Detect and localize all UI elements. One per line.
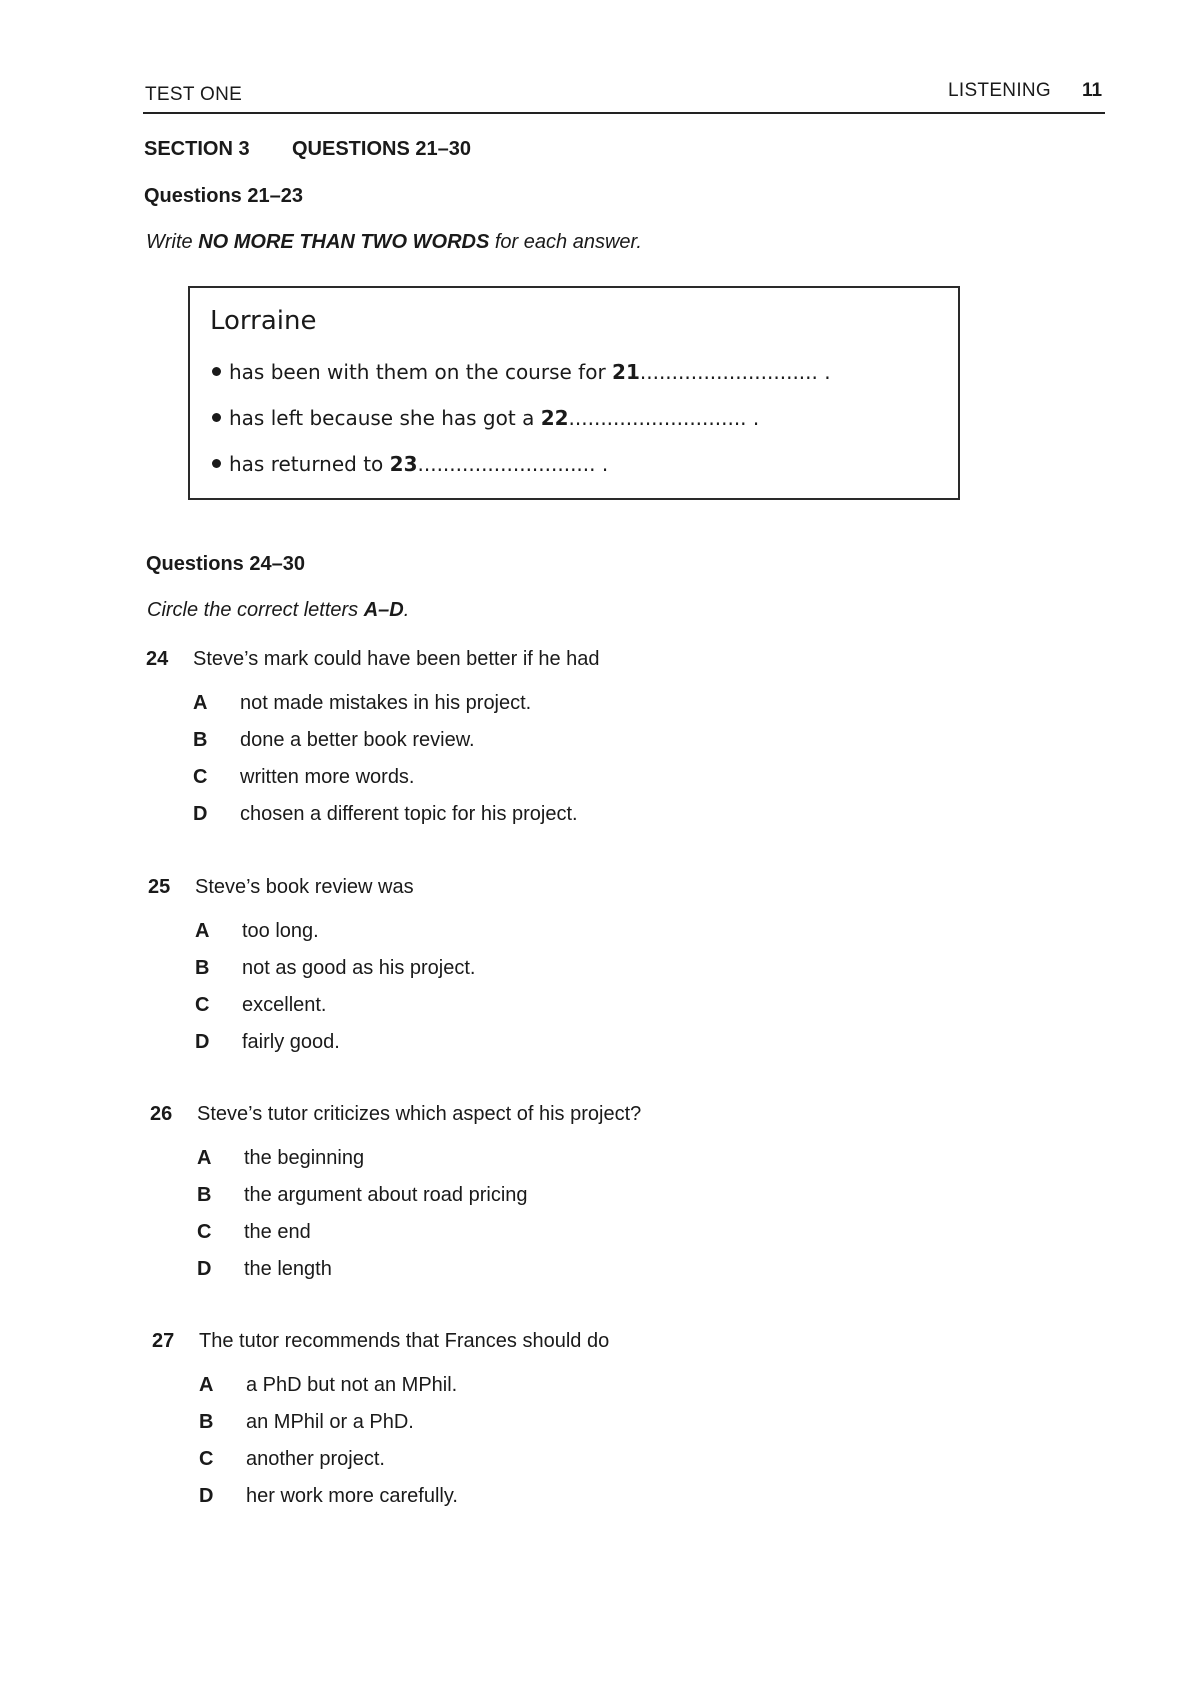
section-title: SECTION 3 <box>144 138 250 160</box>
option-text: her work more carefully. <box>246 1485 458 1507</box>
bullet-icon <box>212 413 221 422</box>
question-number: 25 <box>148 876 171 898</box>
option-letter[interactable]: A <box>199 1374 214 1396</box>
group1-instruction <box>146 231 642 254</box>
group2-instruction <box>147 599 409 622</box>
option-letter[interactable]: A <box>195 920 210 942</box>
answer-blank[interactable]: ............................ . <box>417 452 609 476</box>
header-section-label: LISTENING <box>948 80 1051 101</box>
group2-instruction-prefix: Circle the correct letters <box>147 599 364 621</box>
note-item-text: has been with them on the course for <box>229 360 613 384</box>
option-letter[interactable]: A <box>197 1147 212 1169</box>
note-box <box>188 286 960 500</box>
option-text: the length <box>244 1258 332 1280</box>
section-questions-range: QUESTIONS 21–30 <box>292 138 471 160</box>
option-letter[interactable]: C <box>197 1221 212 1243</box>
note-item <box>212 452 608 476</box>
option-letter[interactable]: D <box>195 1031 210 1053</box>
option-letter[interactable]: B <box>195 957 210 979</box>
option-text: a PhD but not an MPhil. <box>246 1374 458 1396</box>
header-test-label: TEST ONE <box>145 84 243 105</box>
option-text: written more words. <box>240 766 415 788</box>
option-letter[interactable]: C <box>195 994 210 1016</box>
option-text: not made mistakes in his project. <box>240 692 532 714</box>
note-item-number: 23 <box>389 452 418 476</box>
question-number: 24 <box>146 648 169 670</box>
bullet-icon <box>212 459 221 468</box>
option-letter[interactable]: B <box>197 1184 212 1206</box>
header-divider <box>143 112 1105 114</box>
option-letter[interactable]: D <box>193 803 208 825</box>
option-text: the beginning <box>244 1147 365 1169</box>
option-letter[interactable]: B <box>193 729 208 751</box>
group1-instruction-suffix: for each answer. <box>489 231 642 253</box>
question-text: Steve’s tutor criticizes which aspect of his project? <box>197 1103 642 1125</box>
option-letter[interactable]: D <box>199 1485 214 1507</box>
question-text: The tutor recommends that Frances should do <box>199 1330 610 1352</box>
option-text: done a better book review. <box>240 729 475 751</box>
question-number: 27 <box>152 1330 175 1352</box>
question-text: Steve’s book review was <box>195 876 414 898</box>
note-box-title: Lorraine <box>210 306 317 336</box>
option-text: an MPhil or a PhD. <box>246 1411 414 1433</box>
group2-heading: Questions 24–30 <box>146 553 305 575</box>
note-item-text: has left because she has got a <box>229 406 541 430</box>
question-number: 26 <box>150 1103 173 1125</box>
group1-instruction-prefix: Write <box>146 231 199 253</box>
group2-instruction-bold: A–D <box>363 599 404 621</box>
bullet-icon <box>212 367 221 376</box>
question-text: Steve’s mark could have been better if he had <box>193 648 600 670</box>
option-text: the end <box>244 1221 311 1243</box>
note-item-text: has returned to <box>229 452 390 476</box>
option-letter[interactable]: C <box>199 1448 214 1470</box>
option-text: fairly good. <box>242 1031 340 1053</box>
option-letter[interactable]: D <box>197 1258 212 1280</box>
option-text: too long. <box>242 920 319 942</box>
page-number: 11 <box>1082 80 1103 101</box>
option-text: another project. <box>246 1448 385 1470</box>
group1-heading: Questions 21–23 <box>144 185 303 207</box>
option-text: the argument about road pricing <box>244 1184 528 1206</box>
note-item <box>212 360 831 384</box>
answer-blank[interactable]: ............................ . <box>568 406 760 430</box>
note-item-number: 21 <box>612 360 640 384</box>
option-letter[interactable]: C <box>193 766 208 788</box>
answer-blank[interactable]: ............................ . <box>639 360 831 384</box>
option-text: chosen a different topic for his project. <box>240 803 578 825</box>
group1-instruction-bold: NO MORE THAN TWO WORDS <box>198 231 490 253</box>
note-item-number: 22 <box>540 406 569 430</box>
group2-instruction-suffix: . <box>403 599 410 621</box>
note-item <box>212 406 759 430</box>
option-text: excellent. <box>242 994 327 1016</box>
option-letter[interactable]: B <box>199 1411 214 1433</box>
option-letter[interactable]: A <box>193 692 208 714</box>
option-text: not as good as his project. <box>242 957 476 979</box>
